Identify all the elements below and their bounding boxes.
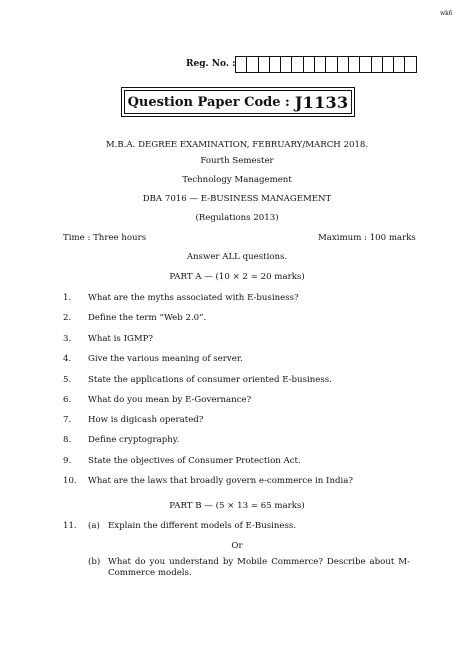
question-number: 11. (63, 521, 77, 531)
reg-no-box (292, 57, 303, 72)
question-row (0, 354, 474, 368)
question-row (0, 435, 474, 449)
question-paper-code-box (124, 90, 352, 114)
question-row (0, 456, 474, 470)
question-text: State the objectives of Consumer Protection Act. (88, 456, 301, 466)
question-number: 1. (63, 293, 72, 303)
reg-no-label: Reg. No. : (186, 59, 236, 69)
exam-title: M.B.A. DEGREE EXAMINATION, FEBRUARY/MARCH 2018. (105, 140, 369, 150)
question-row (0, 476, 474, 490)
question-number: 8. (63, 435, 72, 445)
reg-no-box (394, 57, 405, 72)
question-row (0, 293, 474, 307)
reg-no-box (304, 57, 315, 72)
reg-no-box (259, 57, 270, 72)
question-row (0, 334, 474, 348)
regulations: (Regulations 2013) (195, 213, 279, 223)
question-paper-code: J1133 (294, 92, 349, 112)
instruction: Answer ALL questions. (186, 252, 288, 262)
question-text: Define the term “Web 2.0”. (88, 313, 207, 323)
question-text: What is IGMP? (88, 334, 154, 344)
question-number: 5. (63, 375, 72, 385)
reg-no-box (236, 57, 247, 72)
question-text: What do you mean by E-Governance? (88, 395, 252, 405)
part-a-title: PART A — (10 × 2 = 20 marks) (169, 272, 305, 282)
semester: Fourth Semester (200, 156, 274, 166)
question-number: 10. (63, 476, 77, 486)
question-number: 9. (63, 456, 72, 466)
reg-no-boxes (235, 56, 417, 73)
question-row (0, 313, 474, 327)
question-row (0, 395, 474, 409)
time-allowed: Time : Three hours (63, 233, 147, 243)
question-number: 6. (63, 395, 72, 405)
reg-no-box (338, 57, 349, 72)
question-row (0, 521, 474, 535)
question-number: 4. (63, 354, 72, 364)
reg-no-box (247, 57, 258, 72)
reg-no-box (326, 57, 337, 72)
reg-no-box (372, 57, 383, 72)
question-row (0, 375, 474, 389)
part-b-title: PART B — (5 × 13 = 65 marks) (169, 501, 305, 511)
question-number: 3. (63, 334, 72, 344)
question-text: Define cryptography. (88, 435, 180, 445)
question-text: How is digicash operated? (88, 415, 204, 425)
question-text: State the applications of consumer oriented E-business. (88, 375, 332, 385)
question-row (0, 415, 474, 429)
question-text: What are the laws that broadly govern e-commerce in India? (88, 476, 353, 486)
course-title: DBA 7016 — E-BUSINESS MANAGEMENT (142, 194, 332, 204)
maximum-marks: Maximum : 100 marks (318, 233, 416, 243)
corner-code: wk6 (440, 10, 453, 17)
question-text: Give the various meaning of server. (88, 354, 243, 364)
sub-question-label: (b) (88, 557, 101, 567)
question-text: What are the myths associated with E-business? (88, 293, 299, 303)
reg-no-box (360, 57, 371, 72)
reg-no-box (349, 57, 360, 72)
reg-no-box (270, 57, 281, 72)
reg-no-box (281, 57, 292, 72)
sub-question-text: What do you understand by Mobile Commerce? Describe about M-Commerce models. (108, 557, 410, 578)
question-number: 7. (63, 415, 72, 425)
question-number: 2. (63, 313, 72, 323)
reg-no-box (315, 57, 326, 72)
question-row (0, 557, 474, 581)
sub-question-label: (a) (88, 521, 100, 531)
question-paper-code-label: Question Paper Code : (127, 94, 290, 110)
or-separator: Or (231, 541, 243, 551)
sub-question-text: Explain the different models of E-Business. (108, 521, 297, 531)
reg-no-box (383, 57, 394, 72)
program: Technology Management (182, 175, 292, 185)
reg-no-box (405, 57, 415, 72)
